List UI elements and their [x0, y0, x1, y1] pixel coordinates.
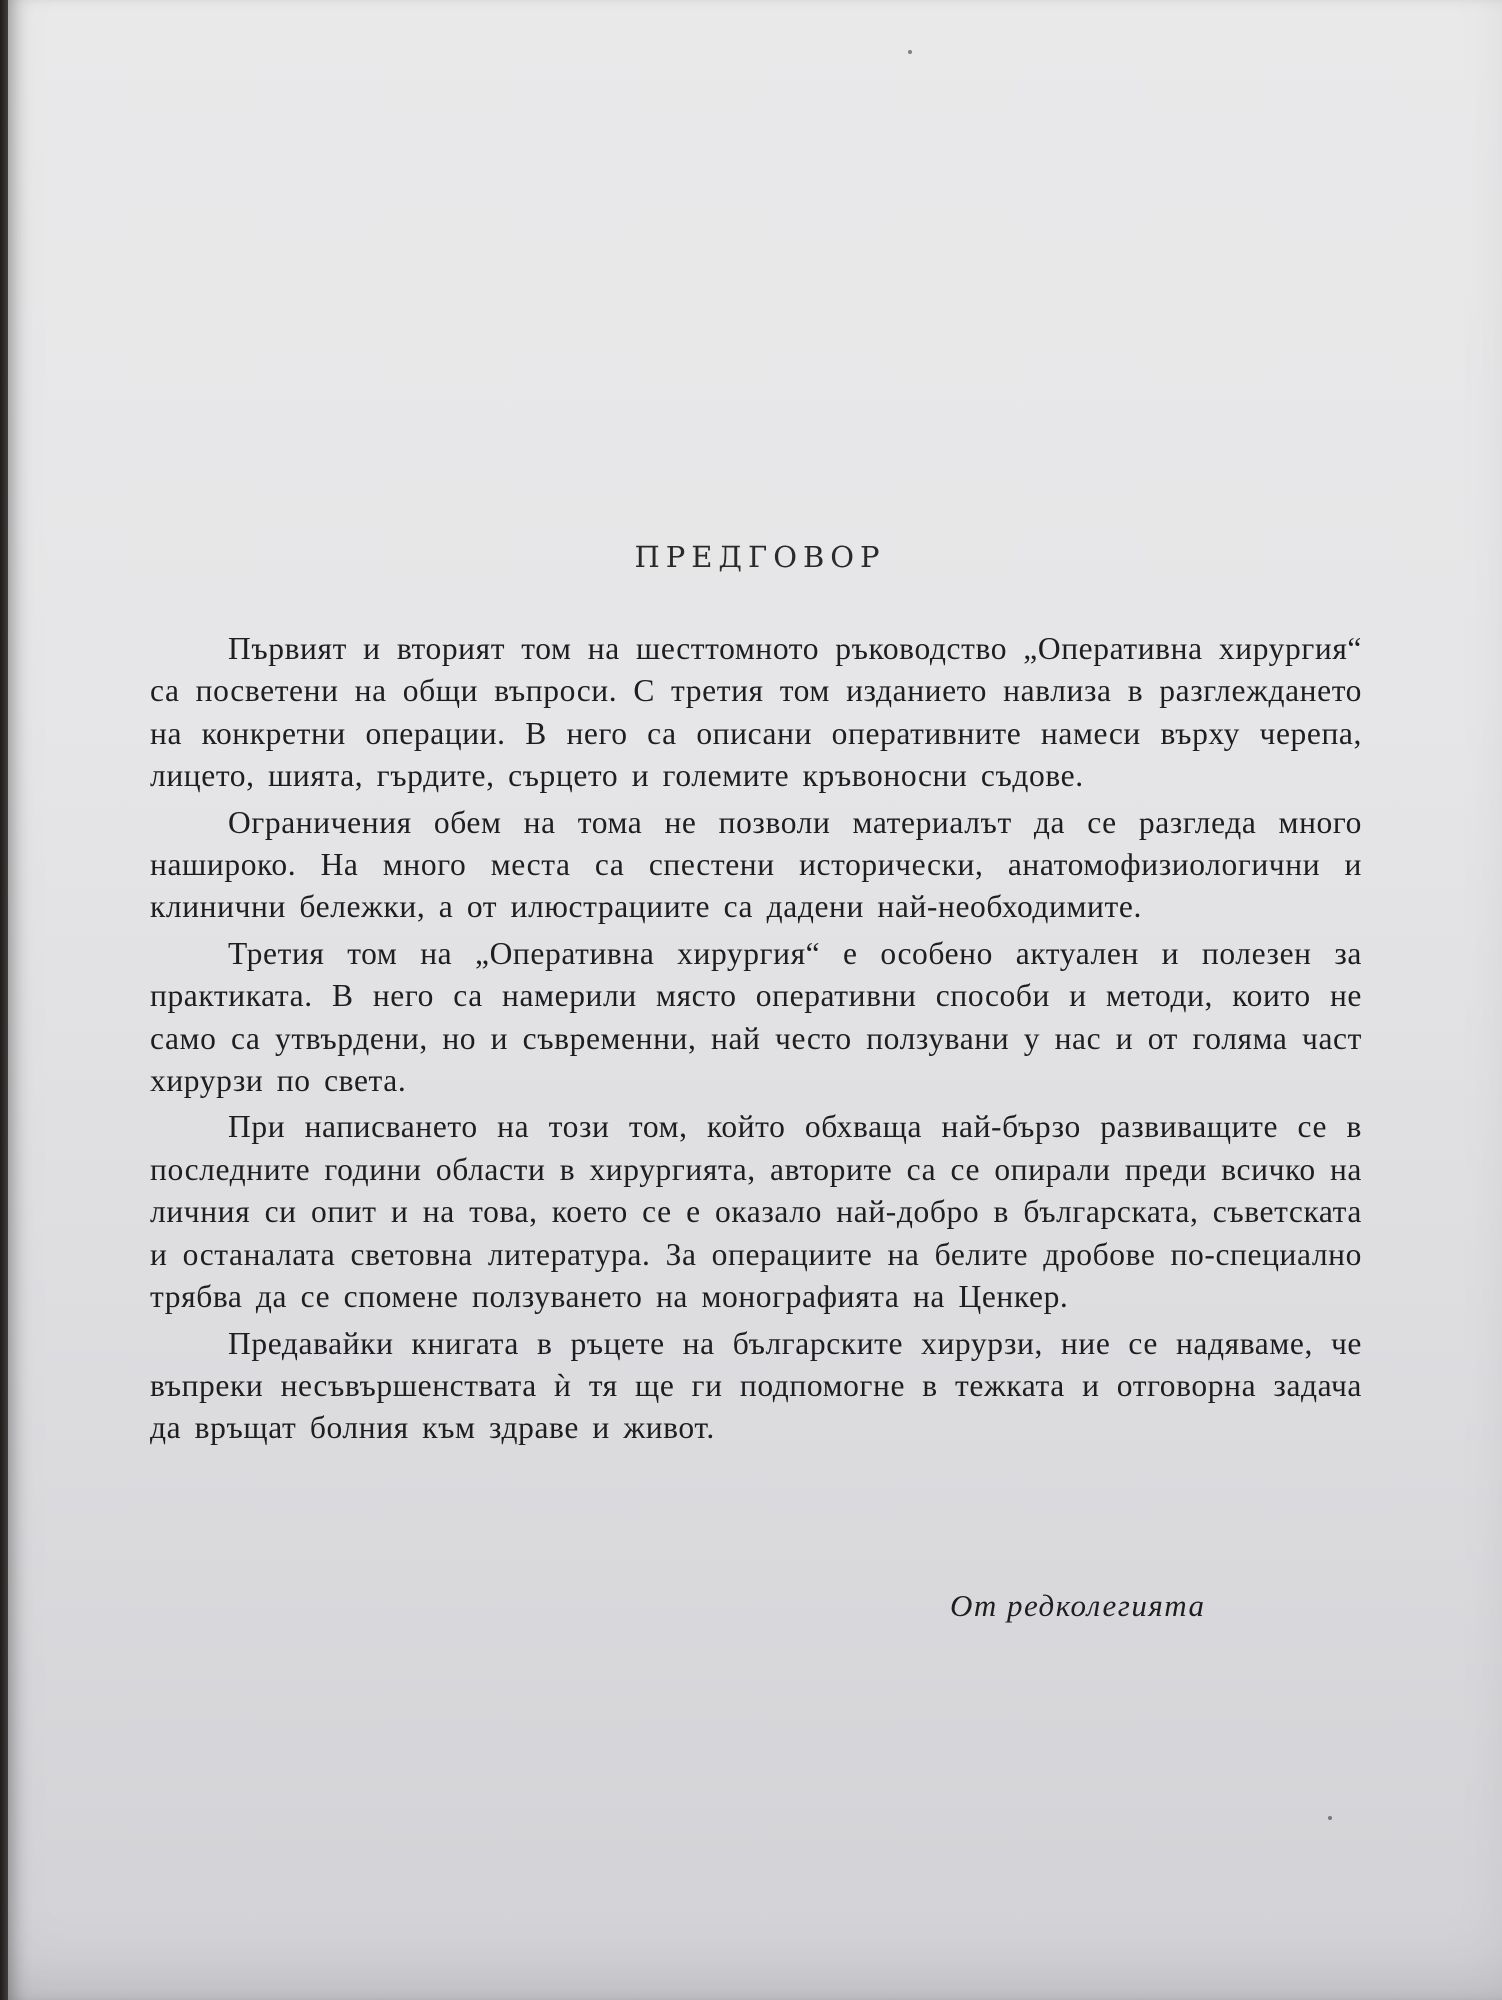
- paragraph-3: Третия том на „Оперативна хирургия“ е особено актуален и полезен за практиката. В него са намерили място оперативни способи и методи, които не само са утвърдени, но и съвременни, най често ползувани у нас и от голяма част хирурзи по света.: [150, 935, 1362, 1099]
- signature: От редколегията: [950, 1588, 1206, 1623]
- preface-body: [150, 628, 1362, 1450]
- paragraph-5: Предавайки книгата в ръцете на българските хирурзи, ние се надяваме, че въпреки несъвършенствата ѝ тя ще ги подпомогне в тежката и отговорна задача да връщат болния към здраве и живот.: [150, 1325, 1362, 1446]
- paper-speck: [1328, 1816, 1332, 1820]
- paper-speck: [908, 50, 912, 54]
- paragraph-4: При написването на този том, който обхваща най-бързо развиващите се в последните години области в хирургията, авторите са се опирали преди всичко на личния си опит и на това, което се е оказало най-добро в българската, съветската и останалата световна литература. За операциите на белите дробове по-специално трябва да се спомене ползуването на монографията на Ценкер.: [150, 1109, 1362, 1315]
- page-title: ПРЕДГОВОР: [634, 540, 886, 574]
- paragraph-2: Ограничения обем на тома не позволи материалът да се разгледа много нашироко. На много места са спестени исторически, анатомофизиологични и клинични бележки, а от илюстрациите са дадени най-необходимите.: [150, 804, 1362, 925]
- paragraph-1: Първият и вторият том на шесттомното ръководство „Оперативна хирургия“ са посветени на общи въпроси. С третия том изданието навлиза в разглеждането на конкретни операции. В него са описани оперативните намеси върху черепа, лицето, шията, гърдите, сърцето и големите кръвоносни съдове.: [150, 631, 1362, 794]
